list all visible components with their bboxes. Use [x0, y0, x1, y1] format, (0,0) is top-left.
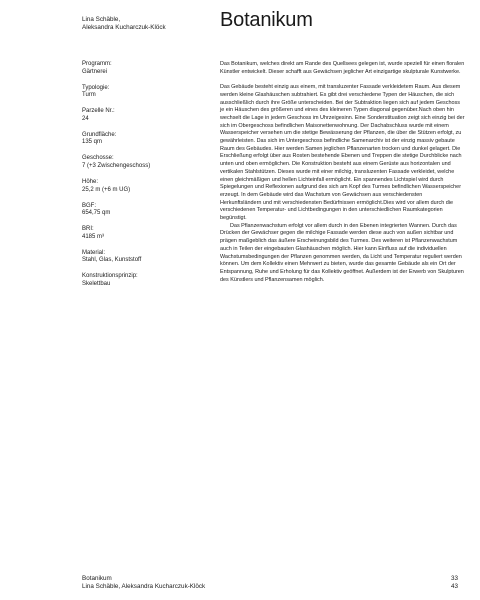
fact-program — [82, 61, 207, 76]
body-paragraph-plant-growth: Das Pflanzenwachstum erfolgt vor allem durch in den Ebenen integrierten Wannen. Durch das Drücken der Gewächser gegen die milchige Fassade werden diese auch von außen sichtbar und prägen maßgeblich das äußere Erscheinungsbild des Turmes. Des weiteren ist Pflanzenwachstum auch in Teilen der eingebauten Glashäuschen möglich. Hier kann Einfluss auf die individuellen Wachstumsbedingungen der Pflanzen genommen werden, da Licht und Temperatur reguliert werden können. Um dem Kollektiv einen Mehrwert zu bieten, wurde das gesamte Gebäude als ein Ort der Entspannung, Ruhe und Erholung für das Kollektiv geöffnet. Außerdem ist der Erwerb von Skulpturen des Künstlers und Pflanzensamen möglich. — [220, 222, 464, 283]
fact-value: 654,75 qm — [82, 210, 111, 217]
fact-value: 135 qm — [82, 139, 103, 146]
body-paragraph-intro: Das Botanikum, welches direkt am Rande des Quellsees gelegen ist, wurde speziell für einen floralen Künstler entwickelt. Dieser schafft aus Gewächsen jeglicher Art einzigartige skulpturale Kunstwerke. — [220, 61, 465, 75]
body-text — [220, 61, 465, 284]
fact-gross-floor-area — [82, 203, 207, 218]
fact-label: Typologie: — [82, 84, 110, 91]
fact-label: Parzelle Nr.: — [82, 108, 115, 115]
page-number-total: 43 — [450, 583, 458, 590]
page-title: Botanikum — [220, 9, 313, 31]
fact-parcel — [82, 108, 207, 123]
fact-label: Programm: — [82, 61, 112, 67]
fact-gross-volume — [82, 226, 207, 241]
fact-material — [82, 250, 207, 265]
page-numbers — [451, 575, 458, 591]
fact-value: Turm — [82, 92, 96, 99]
fact-floor-area — [82, 132, 207, 147]
fact-label: Konstruktionsprinzip: — [82, 273, 138, 280]
page-number-current: 33 — [450, 575, 458, 582]
fact-value: Stahl, Glas, Kunststoff — [82, 257, 142, 264]
footer-authors: Lina Schäble, Aleksandra Kucharczuk-Klöck — [82, 583, 206, 590]
fact-value: 7 (+3 Zwischengeschoss) — [82, 163, 151, 170]
fact-value: 4185 m³ — [82, 233, 105, 240]
fact-label: Höhe: — [82, 178, 99, 185]
footer-credits — [82, 575, 205, 591]
project-facts — [82, 61, 207, 297]
fact-label: Geschosse: — [82, 155, 114, 162]
fact-label: BRI: — [82, 226, 94, 233]
fact-typology — [82, 85, 207, 100]
fact-value: Gärtnerei — [82, 68, 108, 75]
fact-label: Grundfläche: — [82, 131, 117, 138]
author-names — [82, 16, 166, 31]
fact-construction — [82, 273, 207, 288]
fact-value: 24 — [82, 115, 89, 122]
footer-project-title: Botanikum — [82, 575, 112, 582]
fact-label: Material: — [82, 249, 106, 256]
author-line: Aleksandra Kucharczuk-Klöck — [82, 23, 166, 31]
author-line: Lina Schäble, — [82, 16, 121, 23]
fact-value: 25,2 m (+6 m UG) — [82, 186, 131, 193]
body-paragraph-description: Das Gebäude besteht einzig aus einem, mit transluzenter Fassade verkleidetem Raum. Aus diesem werden kleine Glashäuschen subtrahiert. Es gibt drei verschiedene Typen der Häuschen, die sich ausschließlich durch ihre Größe unterscheiden. Bei der Subtraktion liegen sich auf jedem Geschoss je ein Häuschen des größeren und eines des kleineren Typen diagonal gegenüber.Nach oben hin wechselt die Lage in jedem Geschoss im Uhrzeigesinn. Eine Sonderstituation zeigt sich einzig bei der sich im Obergeschoss befindlichen Maisonettenwohnung. Der Dachabschluss wurde mit einem Wasserspeicher versehen um die stetige Bewässerung der Pflanzen, die über die Stützen erfolgt, zu gewährleisten. Das sich im Untergeschoss befindliche Samenarchiv ist der einzig massiv gebaute Raum des Gebäudes. Hier werden Samen jeglichen Pflanzenarten trocken und dunkel gelagert. Die Erschließung erfolgt über aus Rosten bestehende Ebenen und Treppen die stetige Durchblicke nach unten und oben ermöglichen. Die Konstruktion besteht aus einem Gerüste aus horizontalen und vertikalen Stahlstützen. Dieses wurde mit einer milchig, transluzenten Fassade verkleidet, welche einen gleichmäßigen und hellen Lichteinfall ermöglicht. Ein spannendes Lichtspiel wird durch Spiegelungen und Reflexionen aufgrund des sich am Kopf des Turmes befindlichen Wasserspeicher erzeugt. In dem Gebäude wird das Wachstum von Gewächsen aus verschiedensten Herkunftsländern und mit verschiedensten Bedürfnissen ermöglicht.Dies wird vor allem durch die verschiedenen Temperatur- und Lichtbedingungen in den unterschiedlichen Raumkategorien begünstigt. — [220, 84, 465, 222]
fact-height — [82, 179, 207, 194]
fact-storeys — [82, 155, 207, 170]
fact-label: BGF: — [82, 202, 97, 209]
fact-value: Skelettbau — [82, 281, 111, 288]
